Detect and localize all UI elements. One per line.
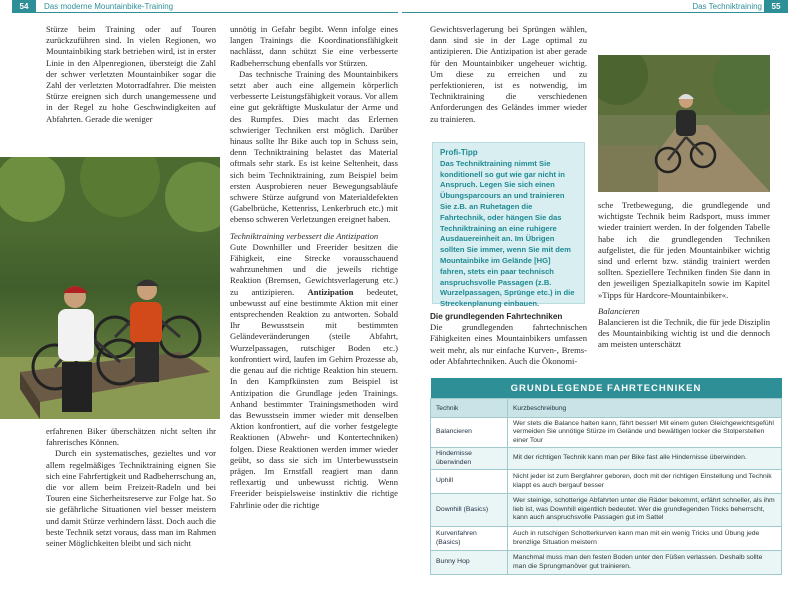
left-header-rule — [12, 12, 398, 13]
table-cell-technik: Uphill — [431, 470, 508, 494]
col2-text — [230, 24, 398, 511]
left-running-title: Das moderne Mountainbike-Training — [44, 2, 174, 11]
right-header-rule — [402, 12, 788, 13]
col3-bottom-text — [430, 311, 587, 367]
col2-paragraph-3 — [230, 242, 398, 511]
table-title: GRUNDLEGENDE FAHRTECHNIKEN — [431, 378, 782, 399]
bikers-on-bridge-photo — [0, 157, 220, 419]
fahrtechniken-table — [430, 378, 782, 575]
table-row — [431, 448, 782, 470]
table-cell-technik: Kurvenfahren (Basics) — [431, 527, 508, 551]
antizipation-subhead: Techniktraining verbessert die Antizipation — [230, 230, 379, 241]
col2-paragraph-2: Das technische Training des Mountainbikers setzt aber auch eine allgemein körperlich verbesserte Leistungsfähigkeit voraus. Vor allem eine gut gekräftigte Muskulatur der Arme und des Rumpfes. Dies macht das Erlernen schwieriger Techniken erst möglich. Darüber hinaus sollte Ihr Bike auch top in Schuss sein, denn Techniktraining belastet das Material oftmals sehr stark. Es ist keine Seltenheit, dass sich beim Techniktraining, zum Beispiel beim ersten Ausprobieren neuer Bewegungsabläufe schwere Stürze aufgrund von Materialdefekten (Gabelbrüche, Kettenriss, Lenkerbruch etc.) mit ebenso schweren Verletzungen ereignet haben. — [230, 68, 398, 225]
profi-tipp-text: Das Techniktraining nimmt Sie konditionell so gut wie gar nicht in Anspruch. Legen Sie sich einen Übungsparcours an und trainieren Sie z.B. an Ruhetagen die Fahrtechnik, oder hängen Sie das Techniktraining an eine ruhigere Ausdauereinheit an. Im Übrigen sollten Sie immer, wenn Sie mit dem Mountainbike im Gelände [HG] fahren, stets ein paar technisch anspruchsvolle Passagen (z.B. Wurzelpassagen, Sprünge etc.) in die Streckenplanung einbauen. — [440, 158, 575, 309]
right-running-title: Das Techniktraining — [692, 2, 762, 11]
col1-bottom-paragraph-2: Durch ein systematisches, gezieltes und vor allem regelmäßiges Techniktraining eignen Sie sich eine Fahrfertigkeit und Radbeherrschung an, die vor allem beim Freizeit-Radeln und bei Touren eine Sicherheitsreserve zur Folge hat. So sie gefährliche Situationen viel besser meistern und damit Stürze verhindern lässt. Doch auch die beste Technik setzt voraus, dass man im Rahmen seiner Möglichkeiten bleibt und sich nicht — [46, 448, 216, 549]
table-cell-beschreibung: Mit der richtigen Technik kann man per Bike fast alle Hindernisse überwinden. — [508, 448, 782, 470]
col2-paragraph-3-after: bedeutet, unbewusst auf eine bestimmte Aktion mit einer entsprechenden Reaktion zu antworten. Sobald Ihr Bewusstsein mit bestimmten Geländeveränderungen (steile Abfahrt, Wurzelpassagen, rutschiger Boden etc.) konfrontiert wird, laufen im Gehirn Prozesse ab, die genau auf die richtige Reaktion hin steuern. In den Kampfkünsten zum Beispiel ist Antizipation die Grundlage jeden Trainings. Anhand bestimmter Trainingsmethoden wird das Bewusstsein immer wieder mit denselben Aktion konfrontiert, auf die vorher festgelegte Reaktionen (Abwehr- und Kontertechniken) folgen. Diese Reaktionen werden immer wieder geübt, so dass sie sich im Unterbewusstsein prägen. Im Ernstfall reagiert man dann reflexartig und unbewusst richtig. Wenn Freerider beispielsweise instinktiv die richtige Fahrlinie oder die richtige — [230, 286, 398, 510]
table-row — [431, 418, 782, 448]
left-page-header — [0, 0, 398, 13]
col1-bottom-text — [46, 426, 216, 549]
col2-paragraph-3-before: Gute Downhiller und Freerider besitzen die Fähigkeit, eine Strecke vorausschauend wahrzunehmen und die jeweils richtige Reaktion (Bremsen, Gewichtsverlagerung etc.) zu antizipieren. — [230, 241, 398, 297]
col4-paragraph: sche Tretbewegung, die grundlegende und wichtigste Technik beim Radsport, muss immer wieder trainiert werden. In der folgenden Tabelle habe ich die grundlegenden Techniken aufgelistet, die für jeden Mountainbiker wichtig sind und erlernt bzw. ständig trainiert werden sollten. Speziellere Techniken finden Sie dann in den jeweiligen Spezialkapiteln sowie im Kapitel »Tipps für Hardcore-Mountainbiker«. — [598, 200, 770, 300]
right-page-header — [402, 0, 800, 13]
col2-paragraph-1: unnötig in Gefahr begibt. Wenn infolge eines langen Trainings die Koordinationsfähigkeit nachlässt, dann schützt Sie eine verbesserte Radbeherrschung ebenfalls vor Stürzen. — [230, 24, 398, 68]
table-cell-beschreibung: Manchmal muss man den festen Boden unter den Füßen verlassen. Deshalb sollte man die Sprungmanöver gut trainieren. — [508, 551, 782, 575]
profi-tipp-title: Profi-Tipp — [440, 148, 478, 157]
table-cell-technik: Hindernisse überwinden — [431, 448, 508, 470]
balancieren-text: Balancieren ist die Technik, die für jede Disziplin des Mountainbiking wichtig ist und die dennoch am meisten unterschätzt — [598, 317, 770, 350]
table-cell-technik: Bunny Hop — [431, 551, 508, 575]
col1-top-text — [46, 24, 216, 125]
table-row — [431, 527, 782, 551]
table-cell-technik: Balancieren — [431, 418, 508, 448]
col3-top-paragraph: Gewichtsverlagerung bei Sprüngen wählen, dann sind sie in der Lage optimal zu antizipieren. Die Antizipation ist aber gerade für den Mountainbiker ungeheuer wichtig. Um diese zu erreichen und zu perfektionieren, ist es notwendig, im Techniktraining die verschiedenen Anforderungen des Geländes immer wieder zu trainieren. — [430, 24, 587, 124]
left-page-number: 54 — [12, 0, 36, 13]
table-row — [431, 551, 782, 575]
fahrtechniken-intro: Die grundlegenden fahrtechnischen Fähigkeiten eines Mountainbikers umfassen weit mehr, als nur einfache Kurven-, Brems- oder Abfahrtechniken. Auch die Ökonomi- — [430, 322, 587, 366]
table-header-technik: Technik — [431, 399, 508, 418]
table-cell-technik: Downhill (Basics) — [431, 494, 508, 527]
profi-tipp-box — [432, 142, 585, 309]
fahrtechniken-heading: Die grundlegenden Fahrtechniken — [430, 312, 563, 321]
col3-top-text — [430, 24, 587, 125]
table-row — [431, 470, 782, 494]
table-header-beschreibung: Kurzbeschreibung — [508, 399, 782, 418]
table-cell-beschreibung: Wer steinige, schotterige Abfahrten unter die Räder bekommt, erfährt schneller, als ihm lieb ist, was Downhill eigentlich bedeutet. Wer die grundlegenden Tricks beherrscht, kann auch anspruchsvolle Passagen gut im Sattel — [508, 494, 782, 527]
table-cell-beschreibung: Nicht jeder ist zum Bergfahrer geboren, doch mit der richtigen Einstellung und Technik klappt es auch bergauf besser — [508, 470, 782, 494]
biker-downhill-photo — [598, 55, 770, 192]
col4-text — [598, 200, 770, 351]
antizipation-bold: Antizipation — [307, 286, 354, 297]
balancieren-subhead: Balancieren — [598, 305, 640, 316]
table-cell-beschreibung: Wer stets die Balance halten kann, fährt besser! Mit einem guten Gleichgewichtsgefühl vermeiden Sie unnötige Stürze im Gelände und bewältigen locker die Stolperstellen einer Tour — [508, 418, 782, 448]
col1-bottom-paragraph-1: erfahrenen Biker überschätzen nicht selten ihr fahrerisches Können. — [46, 426, 216, 448]
right-page-number: 55 — [764, 0, 788, 13]
table-row — [431, 494, 782, 527]
table-cell-beschreibung: Auch in rutschigen Schotterkurven kann man mit ein wenig Tricks und Übung jede brenzlige Situation meistern — [508, 527, 782, 551]
col1-top-paragraph: Stürze beim Training oder auf Touren zurückzuführen sind. In vielen Regionen, wo Mountainbiking stark betrieben wird, ist in erster Linie in den Alpenregionen, übersteigt die Zahl der schwer verletzten Mountainbiker sogar die Zahl der verletzten Motorradfahrer. Die meisten Stürze ereignen sich durch unangemessene und in der Regel zu hohe Geschwindigkeiten auf Abfahrten. Gerade die weniger — [46, 24, 216, 124]
